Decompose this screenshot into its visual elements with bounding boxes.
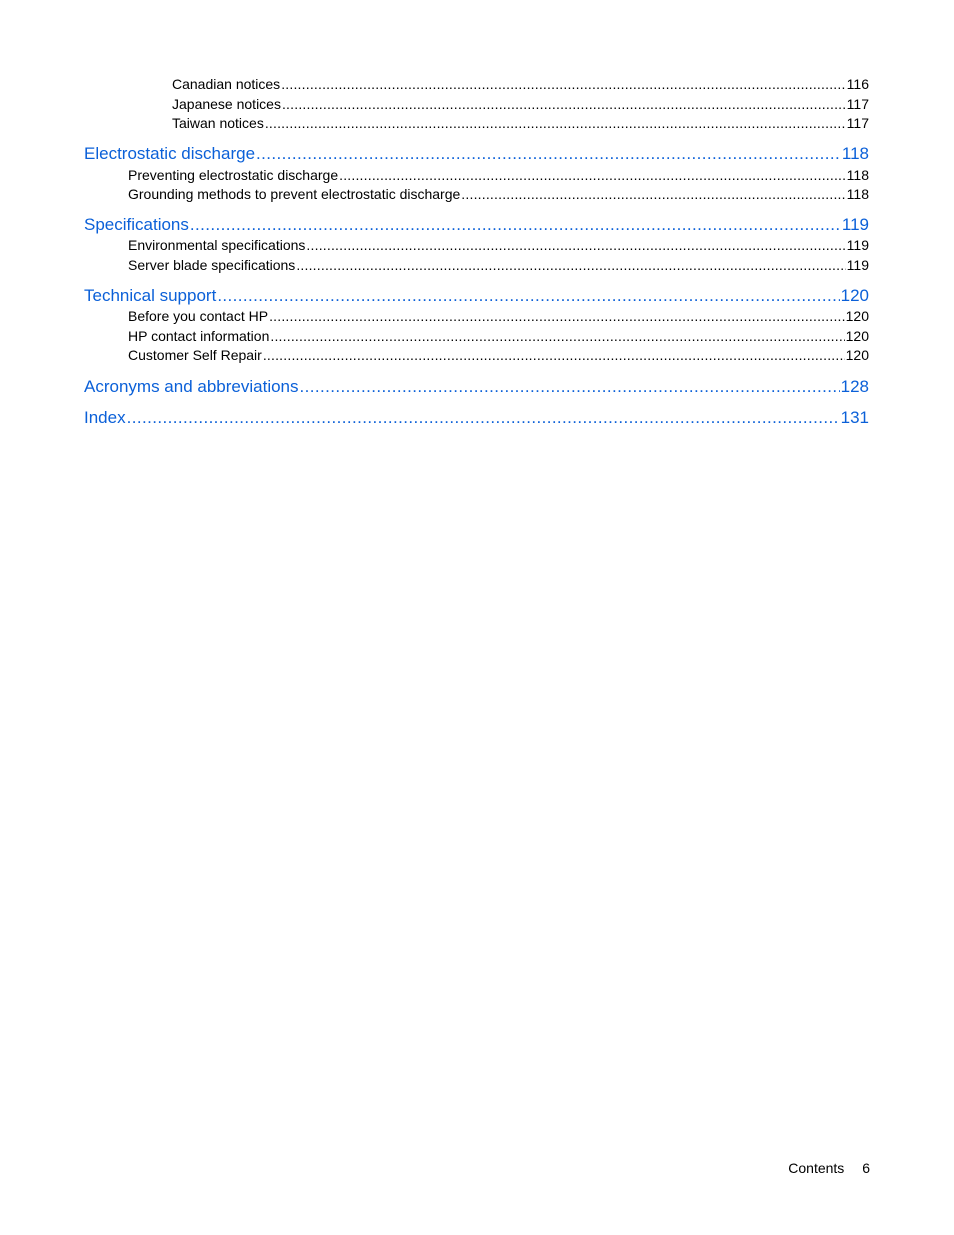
dot-leader [265,114,846,132]
toc-entry-page: 118 [846,186,869,202]
toc-entry-page: 117 [846,96,869,112]
toc-entry-title: Customer Self Repair [128,347,262,363]
toc-section-title: Electrostatic discharge [84,144,256,163]
dot-leader [269,307,845,325]
toc-section-technical-support[interactable] [84,285,869,307]
toc-entry-page: 116 [846,76,869,92]
toc-entry-page: 120 [845,328,869,344]
toc-section-page: 120 [840,286,869,305]
toc-section-index[interactable] [84,407,869,429]
toc-entry-title: Japanese notices [172,96,281,112]
toc-entry-title: Before you contact HP [128,308,269,324]
toc-section-page: 131 [840,408,869,427]
dot-leader [256,143,841,165]
toc-section-page: 128 [840,377,869,396]
page-footer [0,1159,870,1177]
toc-entry-japanese-notices[interactable] [172,95,869,113]
toc-section-page: 118 [841,144,869,163]
footer-section-label: Contents [788,1160,845,1176]
toc-entry-preventing-electrostatic-discharge[interactable] [128,166,869,184]
toc-entry-environmental-specifications[interactable] [128,236,869,254]
dot-leader [282,95,846,113]
toc-entry-title: Canadian notices [172,76,281,92]
toc-entry-title: Server blade specifications [128,257,296,273]
dot-leader [339,166,846,184]
toc-section-page: 119 [841,215,869,234]
toc-entry-title: Grounding methods to prevent electrostatic discharge [128,186,461,202]
toc-section-title: Technical support [84,286,217,305]
toc-entry-page: 120 [845,347,869,363]
toc-entry-title: Taiwan notices [172,115,264,131]
dot-leader [461,185,845,203]
toc-entry-page: 119 [846,257,869,273]
toc-entry-page: 119 [846,237,869,253]
toc-section-acronyms-and-abbreviations[interactable] [84,376,869,398]
dot-leader [281,75,845,93]
dot-leader [296,256,845,274]
toc-section-electrostatic-discharge[interactable] [84,143,869,165]
toc-entry-page: 117 [846,115,869,131]
toc-entry-canadian-notices[interactable] [172,75,869,93]
toc-entry-title: Environmental specifications [128,237,306,253]
dot-leader [300,376,840,398]
toc-section-title: Specifications [84,215,189,234]
toc-entry-title: HP contact information [128,328,270,344]
dot-leader [263,346,845,364]
dot-leader [190,214,841,236]
toc-entry-before-you-contact-hp[interactable] [128,307,869,325]
footer-page-number: 6 [862,1160,870,1176]
toc-entry-page: 120 [845,308,869,324]
dot-leader [127,407,840,429]
toc-entry-page: 118 [846,167,869,183]
toc-entry-customer-self-repair[interactable] [128,346,869,364]
toc-entry-taiwan-notices[interactable] [172,114,869,132]
toc-entry-hp-contact-information[interactable] [128,327,869,345]
dot-leader [306,236,845,254]
toc-section-title: Acronyms and abbreviations [84,377,299,396]
toc-entry-grounding-methods[interactable] [128,185,869,203]
dot-leader [270,327,844,345]
toc-entry-title: Preventing electrostatic discharge [128,167,339,183]
toc-section-specifications[interactable] [84,214,869,236]
dot-leader [217,285,839,307]
toc-entry-server-blade-specifications[interactable] [128,256,869,274]
toc-section-title: Index [84,408,126,427]
